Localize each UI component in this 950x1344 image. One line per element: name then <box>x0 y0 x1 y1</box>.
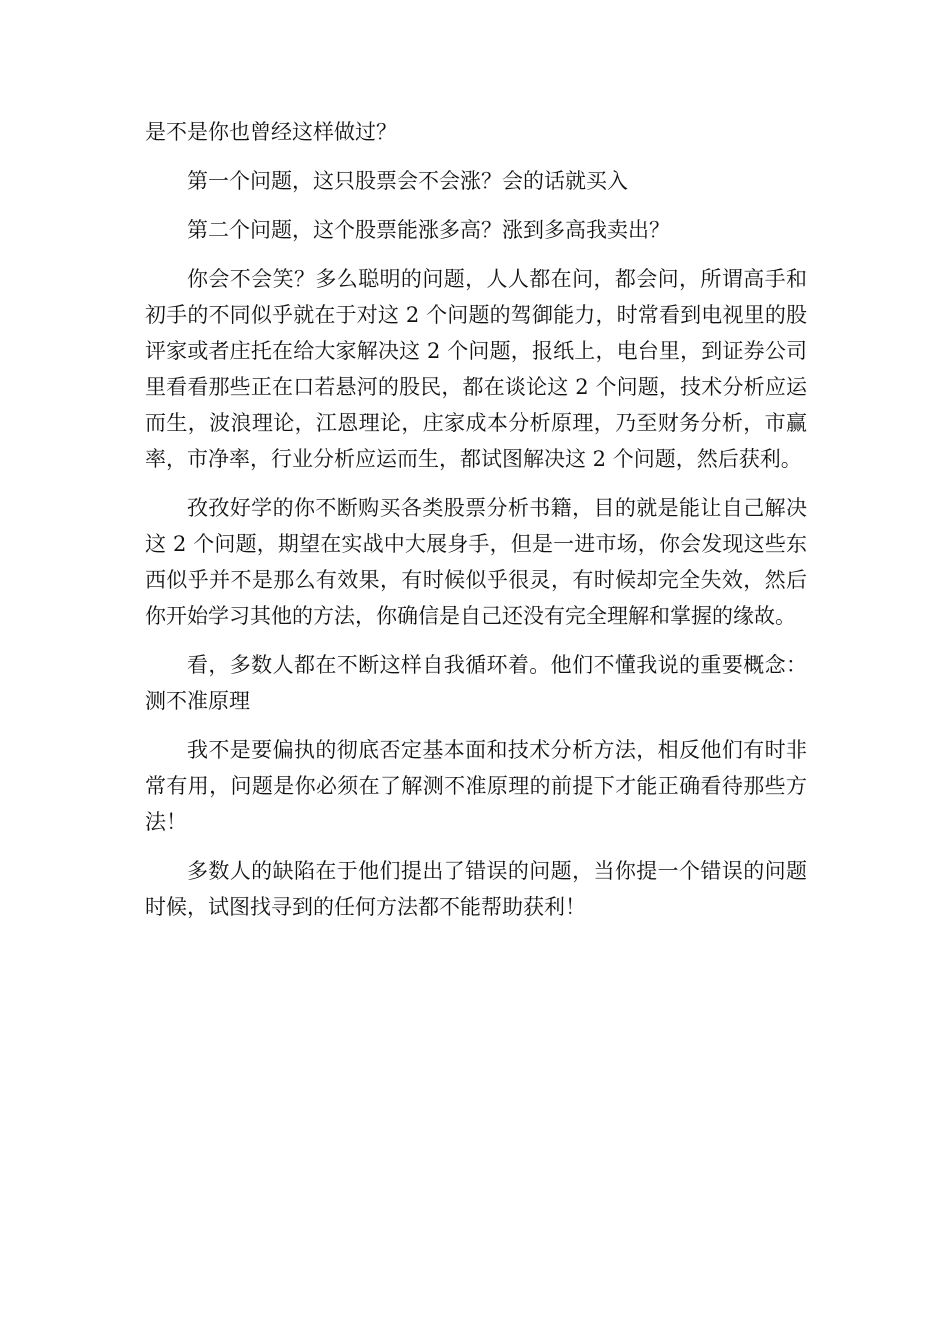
paragraph-8: 多数人的缺陷在于他们提出了错误的问题，当你提一个错误的问题时候，试图找寻到的任何方法都不能帮助获利！ <box>145 859 807 919</box>
document-body <box>145 114 807 938</box>
paragraph-3: 第二个问题，这个股票能涨多高？涨到多高我卖出？ <box>187 218 670 242</box>
paragraph-1: 是不是你也曾经这样做过？ <box>145 120 397 144</box>
paragraph-2: 第一个问题，这只股票会不会涨？会的话就买入 <box>187 169 628 193</box>
paragraph-7: 我不是要偏执的彻底否定基本面和技术分析方法，相反他们有时非常有用，问题是你必须在了解测不准原理的前提下才能正确看待那些方法！ <box>145 738 807 834</box>
paragraph-5: 孜孜好学的你不断购买各类股票分析书籍，目的就是能让自己解决这 2 个问题，期望在实战中大展身手，但是一进市场，你会发现这些东西似乎并不是那么有效果，有时候似乎很灵，有时候却完全失效，然后你开始学习其他的方法，你确信是自己还没有完全理解和掌握的缘故。 <box>145 496 807 628</box>
paragraph-4: 你会不会笑？多么聪明的问题，人人都在问，都会问，所谓高手和初手的不同似乎就在于对这 2 个问题的驾御能力，时常看到电视里的股评家或者庄托在给大家解决这 2 个问题，报纸上，电台里，到证券公司里看看那些正在口若悬河的股民，都在谈论这 2 个问题，技术分析应运而生，波浪理论，江恩理论，庄家成本分析原理，乃至财务分析，市赢率，市净率，行业分析应运而生，都试图解决这 2 个问题，然后获利。 <box>145 267 807 471</box>
paragraph-6: 看，多数人都在不断这样自我循环着。他们不懂我说的重要概念：测不准原理 <box>145 653 807 713</box>
